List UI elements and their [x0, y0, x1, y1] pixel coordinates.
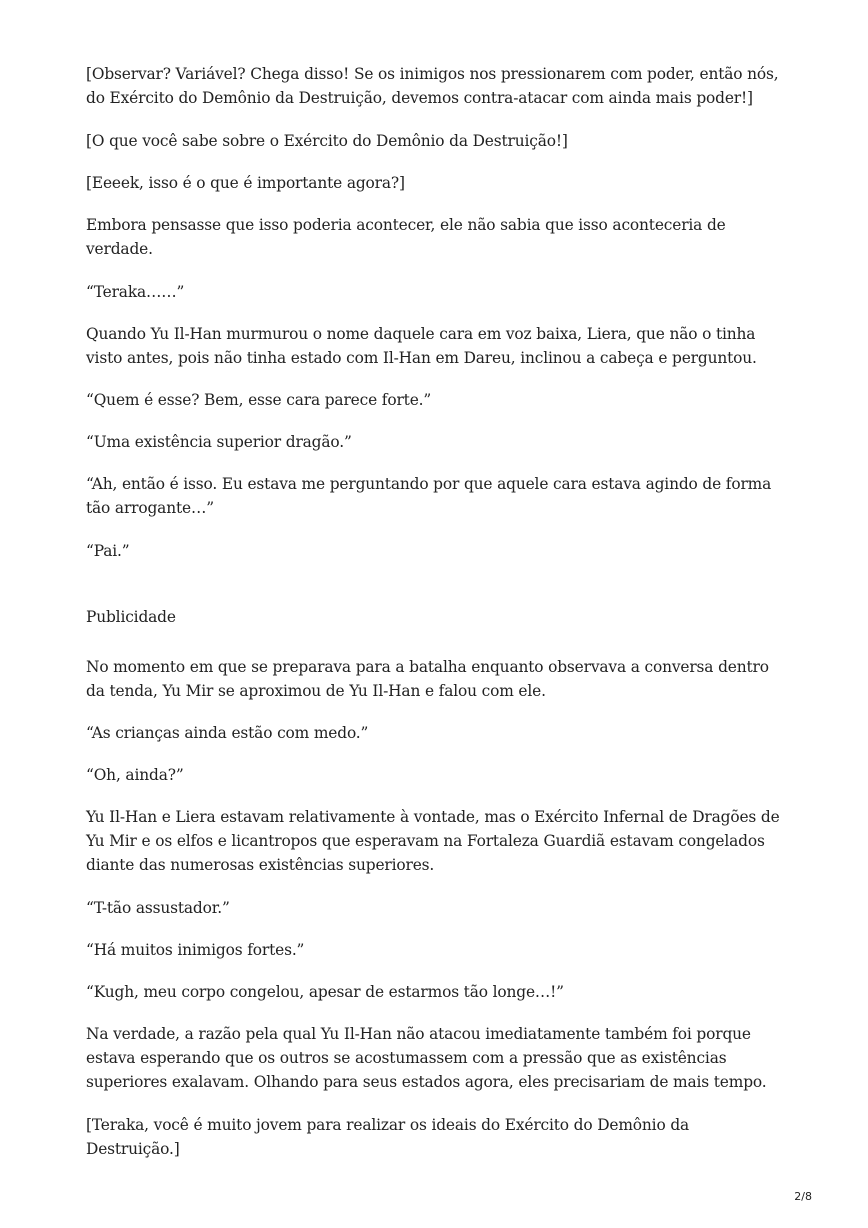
text-line: No momento em que se preparava para a batalha enquanto observava a conversa dentro [86, 658, 769, 676]
paragraph-15 [86, 896, 786, 920]
text-line: “Ah, então é isso. Eu estava me perguntando por que aquele cara estava agindo de forma [86, 475, 772, 493]
paragraph-11 [86, 655, 786, 703]
paragraph-10 [86, 539, 786, 563]
text-line: estava esperando que os outros se acostumassem com a pressão que as existências [86, 1049, 727, 1067]
text-line: “Uma existência superior dragão.” [86, 433, 352, 451]
text-line: “Oh, ainda?” [86, 766, 184, 784]
text-line: [O que você sabe sobre o Exército do Demônio da Destruição!] [86, 132, 568, 150]
text-line: “Pai.” [86, 542, 130, 560]
paragraph-2 [86, 129, 786, 153]
paragraph-7 [86, 388, 786, 412]
text-line: Na verdade, a razão pela qual Yu Il-Han não atacou imediatamente também foi porque [86, 1025, 751, 1043]
text-line: Destruição.] [86, 1140, 180, 1158]
text-line: “Quem é esse? Bem, esse cara parece forte.” [86, 391, 432, 409]
paragraph-8 [86, 430, 786, 454]
page-number: 2/8 [794, 1190, 812, 1203]
text-line: “T-tão assustador.” [86, 899, 230, 917]
text-line: do Exército do Demônio da Destruição, devemos contra-atacar com ainda mais poder!] [86, 89, 753, 107]
text-line: Quando Yu Il-Han murmurou o nome daquele cara em voz baixa, Liera, que não o tinha [86, 325, 756, 343]
paragraph-6 [86, 322, 786, 370]
advertisement-label [86, 605, 786, 629]
text-line: Embora pensasse que isso poderia acontecer, ele não sabia que isso aconteceria de [86, 216, 726, 234]
text-line: “Teraka……” [86, 283, 185, 301]
text-line: tão arrogante…” [86, 499, 214, 517]
text-line: visto antes, pois não tinha estado com Il-Han em Dareu, inclinou a cabeça e perguntou. [86, 349, 757, 367]
text-line: “As crianças ainda estão com medo.” [86, 724, 369, 742]
text-line: “Há muitos inimigos fortes.” [86, 941, 305, 959]
paragraph-19 [86, 1113, 786, 1161]
text-line: superiores exalavam. Olhando para seus estados agora, eles precisariam de mais tempo. [86, 1073, 767, 1091]
text-line: diante das numerosas existências superiores. [86, 856, 435, 874]
paragraph-18 [86, 1022, 786, 1094]
text-line: [Observar? Variável? Chega disso! Se os inimigos nos pressionarem com poder, então nós, [86, 65, 779, 83]
text-line: [Eeeek, isso é o que é importante agora?] [86, 174, 405, 192]
paragraph-1 [86, 62, 786, 110]
text-line: da tenda, Yu Mir se aproximou de Yu Il-Han e falou com ele. [86, 682, 546, 700]
text-line: “Kugh, meu corpo congelou, apesar de estarmos tão longe…!” [86, 983, 564, 1001]
text-line: verdade. [86, 240, 153, 258]
paragraph-3 [86, 171, 786, 195]
text-line: Publicidade [86, 608, 176, 626]
paragraph-13 [86, 763, 786, 787]
paragraph-12 [86, 721, 786, 745]
text-line: [Teraka, você é muito jovem para realizar os ideais do Exército do Demônio da [86, 1116, 690, 1134]
paragraph-14 [86, 805, 786, 877]
paragraph-9 [86, 472, 786, 520]
paragraph-16 [86, 938, 786, 962]
paragraph-17 [86, 980, 786, 1004]
paragraph-5 [86, 280, 786, 304]
paragraph-4 [86, 213, 786, 261]
text-line: Yu Mir e os elfos e licantropos que esperavam na Fortaleza Guardiã estavam congelados [86, 832, 765, 850]
text-line: Yu Il-Han e Liera estavam relativamente à vontade, mas o Exército Infernal de Dragões de [86, 808, 780, 826]
